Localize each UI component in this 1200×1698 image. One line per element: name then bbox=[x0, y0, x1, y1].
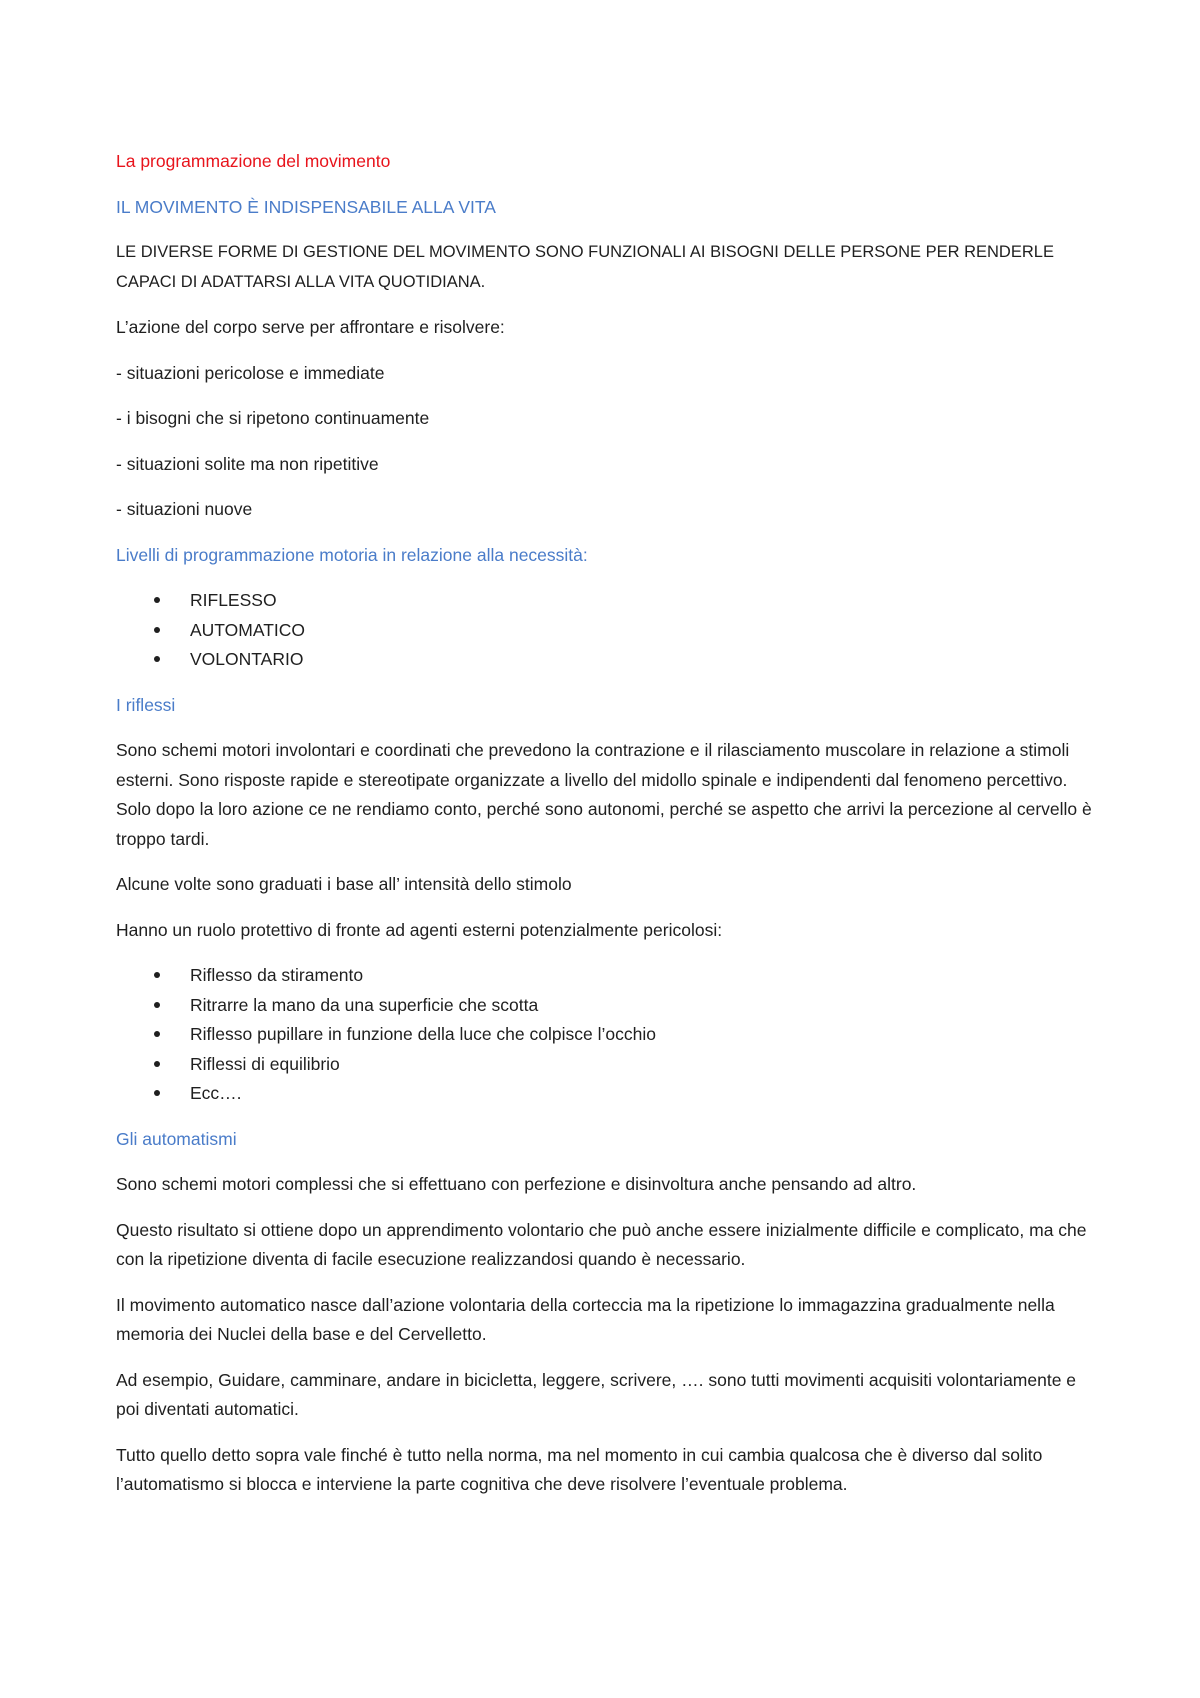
list-item bbox=[116, 586, 1104, 616]
reflexes-heading: I riflessi bbox=[116, 694, 176, 715]
list-item-text: Riflessi di equilibrio bbox=[190, 1053, 340, 1074]
list-item bbox=[116, 991, 1104, 1021]
automatisms-paragraph-5: Tutto quello detto sopra vale finché è tutto nella norma, ma nel momento in cui cambia qualcosa che è diverso dal solito l’automatismo si blocca e interviene la parte cognitiva che deve risolvere l’eventuale problema. bbox=[116, 1444, 1043, 1494]
reflex-examples-list bbox=[116, 961, 1104, 1109]
action-lead: L’azione del corpo serve per affrontare e risolvere: bbox=[116, 317, 505, 337]
document-title: La programmazione del movimento bbox=[116, 151, 391, 171]
reflexes-paragraph-2: Alcune volte sono graduati i base all’ intensità dello stimolo bbox=[116, 874, 572, 894]
bullet-icon bbox=[154, 656, 160, 662]
list-item-text: Ritrarre la mano da una superficie che scotta bbox=[190, 994, 539, 1015]
situation-item: - situazioni solite ma non ripetitive bbox=[116, 453, 379, 474]
list-item-text: Riflesso pupillare in funzione della luce che colpisce l’occhio bbox=[190, 1024, 656, 1044]
automatisms-paragraph-2: Questo risultato si ottiene dopo un apprendimento volontario che può anche essere inizialmente difficile e complicato, ma che con la ripetizione diventa di facile esecuzione realizzandosi quando è necessario. bbox=[116, 1219, 1087, 1269]
automatisms-heading: Gli automatismi bbox=[116, 1128, 237, 1149]
situation-item: - situazioni nuove bbox=[116, 499, 253, 519]
bullet-icon bbox=[154, 1061, 160, 1067]
automatisms-paragraph-3: Il movimento automatico nasce dall’azione volontaria della corteccia ma la ripetizione lo immagazzina gradualmente nella memoria dei Nuclei della base e del Cervelletto. bbox=[116, 1294, 1055, 1344]
automatisms-paragraph-1: Sono schemi motori complessi che si effettuano con perfezione e disinvoltura anche pensando ad altro. bbox=[116, 1174, 917, 1194]
list-item bbox=[116, 645, 1104, 675]
list-item bbox=[116, 1079, 1104, 1109]
list-item-text: Riflesso da stiramento bbox=[190, 965, 364, 985]
bullet-icon bbox=[154, 1090, 160, 1096]
list-item bbox=[116, 1020, 1104, 1050]
list-item bbox=[116, 1050, 1104, 1080]
levels-list bbox=[116, 586, 1104, 675]
situation-item: - situazioni pericolose e immediate bbox=[116, 362, 385, 383]
list-item-text: VOLONTARIO bbox=[190, 649, 304, 669]
list-item-text: RIFLESSO bbox=[190, 590, 277, 610]
list-item bbox=[116, 961, 1104, 991]
bullet-icon bbox=[154, 972, 160, 978]
reflexes-paragraph-1: Sono schemi motori involontari e coordinati che prevedono la contrazione e il rilasciamento muscolare in relazione a stimoli esterni. Sono risposte rapide e stereotipate organizzate a livello del midollo spinale e indipendenti dal fenomeno percettivo. Solo dopo la loro azione ce ne rendiamo conto, perché sono autonomi, perché se aspetto che arrivi la percezione al cervello è troppo tardi. bbox=[116, 740, 1092, 849]
document-subtitle: IL MOVIMENTO È INDISPENSABILE ALLA VITA bbox=[116, 196, 496, 217]
bullet-icon bbox=[154, 1002, 160, 1008]
bullet-icon bbox=[154, 1031, 160, 1037]
list-item bbox=[116, 616, 1104, 646]
levels-heading: Livelli di programmazione motoria in relazione alla necessità: bbox=[116, 544, 588, 565]
intro-paragraph: LE DIVERSE FORME DI GESTIONE DEL MOVIMENTO SONO FUNZIONALI AI BISOGNI DELLE PERSONE PER RENDERLE CAPACI DI ADATTARSI ALLA VITA QUOTIDIANA. bbox=[116, 243, 1054, 291]
situation-item: - i bisogni che si ripetono continuamente bbox=[116, 408, 430, 428]
bullet-icon bbox=[154, 627, 160, 633]
list-item-text: Ecc…. bbox=[190, 1083, 242, 1103]
reflexes-paragraph-3: Hanno un ruolo protettivo di fronte ad agenti esterni potenzialmente pericolosi: bbox=[116, 919, 723, 940]
automatisms-paragraph-4: Ad esempio, Guidare, camminare, andare in bicicletta, leggere, scrivere, …. sono tutti movimenti acquisiti volontariamente e poi diventati automatici. bbox=[116, 1369, 1077, 1419]
bullet-icon bbox=[154, 597, 160, 603]
list-item-text: AUTOMATICO bbox=[190, 619, 306, 640]
